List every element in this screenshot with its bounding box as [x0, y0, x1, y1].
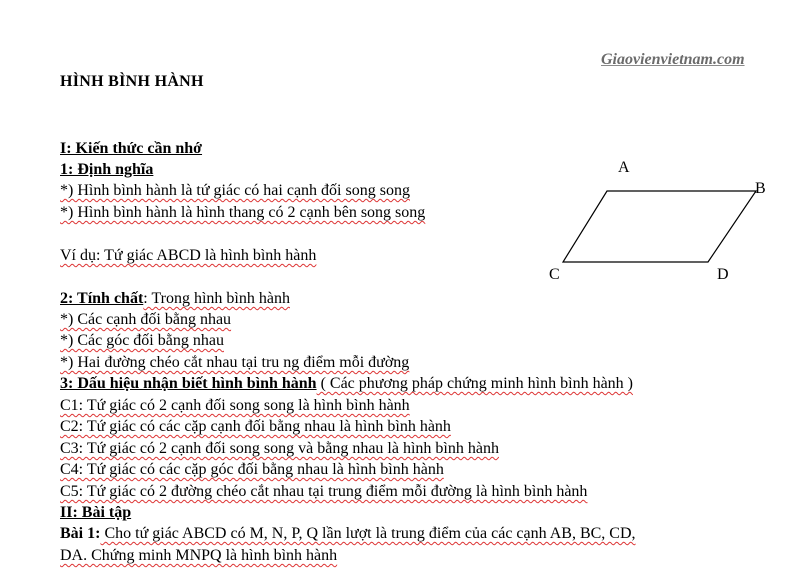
- vertex-b-label: B: [755, 180, 766, 197]
- vertex-c-label: C: [549, 266, 560, 283]
- vertex-a-label: A: [618, 159, 630, 176]
- property-line-2: *) Các góc đối bằng nhau: [60, 332, 224, 349]
- exercise-1-label: Bài 1:: [60, 525, 101, 542]
- definition-line-1: *) Hình bình hành là tứ giác có hai cạnh đối song song: [60, 182, 410, 199]
- criterion-1: C1: Tứ giác có 2 cạnh đối song song là hình bình hành: [60, 397, 410, 414]
- criterion-2: C2: Tứ giác có các cặp cạnh đối bằng nhau là hình bình hành: [60, 418, 451, 435]
- definition-line-2: *) Hình bình hành là hình thang có 2 cạnh bên song song: [60, 204, 426, 221]
- criterion-4: C4: Tứ giác có các cặp góc đối bằng nhau là hình bình hành: [60, 461, 444, 478]
- section1-heading: I: Kiến thức cần nhớ: [60, 140, 203, 157]
- document-title: HÌNH BÌNH HÀNH: [60, 73, 204, 90]
- vertex-d-label: D: [717, 266, 729, 283]
- exercise-1-text: Cho tứ giác ABCD có M, N, P, Q lần lượt là trung điểm của các cạnh AB, BC, CD,: [100, 525, 636, 542]
- criterion-5: C5: Tứ giác có 2 đường chéo cắt nhau tại trung điểm mỗi đường là hình bình hành: [60, 483, 588, 500]
- property-heading: 2: Tính chất: [60, 290, 144, 307]
- criterion-3: C3: Tứ giác có 2 cạnh đối song song và bằng nhau là hình bình hành: [60, 440, 499, 457]
- section2-heading: II: Bài tập: [60, 504, 132, 521]
- example-line: Ví dụ: Tứ giác ABCD là hình bình hành: [60, 247, 317, 264]
- sign-heading: 3: Dấu hiệu nhận biết hình bình hành: [60, 375, 317, 392]
- definition-heading: 1: Định nghĩa: [60, 161, 154, 178]
- exercise-1-line-2: DA. Chứng minh MNPQ là hình bình hành: [60, 547, 338, 564]
- property-line-3: *) Hai đường chéo cắt nhau tại tru ng điểm mỗi đường: [60, 354, 410, 371]
- parallelogram-shape: [563, 191, 756, 262]
- property-line-1: *) Các cạnh đối bằng nhau: [60, 311, 232, 328]
- site-watermark: Giaovienvietnam.com: [601, 51, 745, 68]
- property-intro: : Trong hình bình hành: [143, 290, 290, 307]
- sign-note: ( Các phương pháp chứng minh hình bình hành ): [316, 375, 633, 392]
